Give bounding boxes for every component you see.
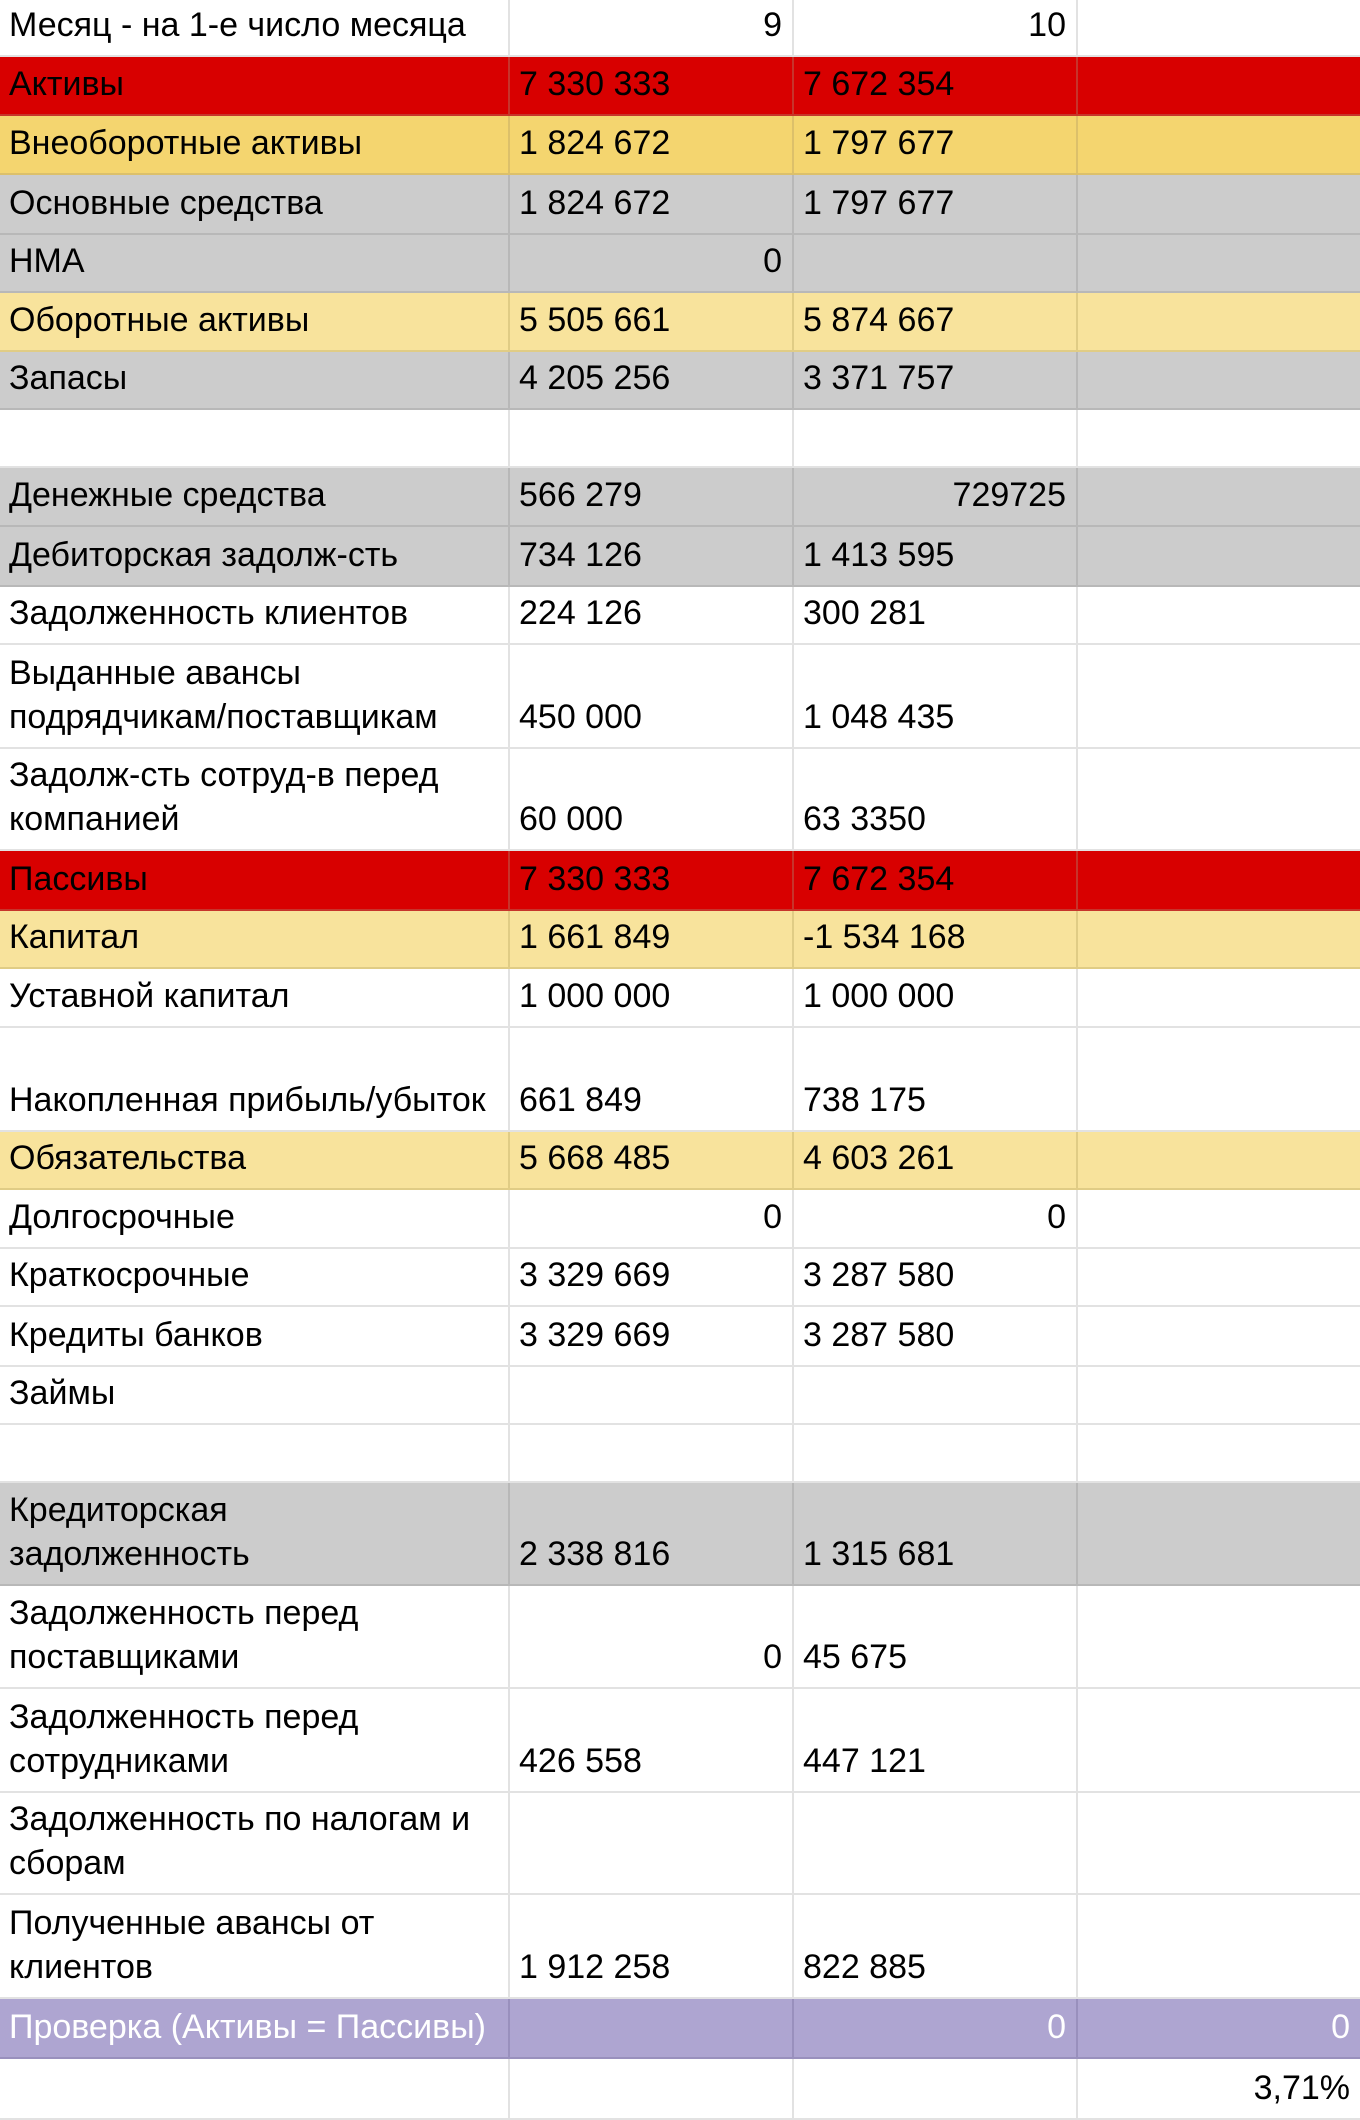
row-cash bbox=[0, 468, 1360, 527]
label-cell[interactable]: Задолженность клиентов bbox=[0, 587, 510, 645]
row-non-current-assets bbox=[0, 116, 1360, 175]
value-cell-extra[interactable] bbox=[1078, 1793, 1360, 1895]
value-cell-extra[interactable] bbox=[1078, 1028, 1360, 1132]
value-cell-month-10[interactable]: 1 315 681 bbox=[794, 1483, 1078, 1586]
label-cell[interactable]: Пассивы bbox=[0, 851, 510, 911]
value-cell-month-9[interactable]: 426 558 bbox=[510, 1689, 794, 1793]
row-advances-received bbox=[0, 1895, 1360, 1999]
label-cell[interactable]: Активы bbox=[0, 57, 510, 116]
value-cell-month-9[interactable]: 0 bbox=[510, 1586, 794, 1689]
value-cell-month-9[interactable]: 0 bbox=[510, 235, 794, 293]
row-tax-debt bbox=[0, 1793, 1360, 1895]
label-cell[interactable]: Задолж-сть сотруд-в перед компанией bbox=[0, 749, 510, 851]
label-cell[interactable]: Денежные средства bbox=[0, 468, 510, 527]
label-cell[interactable] bbox=[0, 1425, 510, 1483]
value-cell-extra[interactable] bbox=[1078, 235, 1360, 293]
row-supplier-debt bbox=[0, 1586, 1360, 1689]
value-cell-month-10[interactable]: 0 bbox=[794, 1999, 1078, 2059]
value-cell-month-10[interactable] bbox=[794, 2059, 1078, 2120]
value-cell-month-10[interactable]: 447 121 bbox=[794, 1689, 1078, 1793]
row-inventory bbox=[0, 352, 1360, 410]
value-cell-month-10[interactable]: 1 797 677 bbox=[794, 175, 1078, 235]
value-cell-extra[interactable] bbox=[1078, 57, 1360, 116]
value-cell-month-10[interactable]: 4 603 261 bbox=[794, 1132, 1078, 1190]
label-cell[interactable]: Обязательства bbox=[0, 1132, 510, 1190]
value-cell-month-10[interactable] bbox=[794, 410, 1078, 468]
value-cell-month-9[interactable] bbox=[510, 1999, 794, 2059]
label-cell[interactable]: Долгосрочные bbox=[0, 1190, 510, 1249]
value-cell-extra[interactable] bbox=[1078, 527, 1360, 587]
value-cell-month-9[interactable]: 2 338 816 bbox=[510, 1483, 794, 1586]
row-percentage bbox=[0, 2059, 1360, 2120]
value-cell-month-10[interactable]: 1 048 435 bbox=[794, 645, 1078, 749]
row-liabilities-total bbox=[0, 851, 1360, 911]
value-cell-month-9[interactable]: 0 bbox=[510, 1190, 794, 1249]
value-cell-extra[interactable] bbox=[1078, 1586, 1360, 1689]
label-cell[interactable] bbox=[0, 410, 510, 468]
value-cell-month-10[interactable]: 3 287 580 bbox=[794, 1307, 1078, 1367]
label-cell[interactable]: Дебиторская задолж-сть bbox=[0, 527, 510, 587]
value-cell-month-9[interactable]: 5 505 661 bbox=[510, 293, 794, 352]
value-cell-extra[interactable] bbox=[1078, 116, 1360, 175]
value-cell-extra[interactable] bbox=[1078, 749, 1360, 851]
label-cell[interactable]: Займы bbox=[0, 1367, 510, 1425]
label-cell[interactable]: Запасы bbox=[0, 352, 510, 410]
value-cell-month-10[interactable]: 45 675 bbox=[794, 1586, 1078, 1689]
value-cell-extra[interactable] bbox=[1078, 1132, 1360, 1190]
value-cell-extra[interactable] bbox=[1078, 1483, 1360, 1586]
value-cell-month-9[interactable]: 661 849 bbox=[510, 1028, 794, 1132]
value-cell-month-9[interactable]: 1 824 672 bbox=[510, 175, 794, 235]
value-cell-month-10[interactable]: 63 3350 bbox=[794, 749, 1078, 851]
value-cell-extra[interactable] bbox=[1078, 1425, 1360, 1483]
value-cell-month-10[interactable]: 3 371 757 bbox=[794, 352, 1078, 410]
value-cell-month-9[interactable]: 450 000 bbox=[510, 645, 794, 749]
value-cell-month-9[interactable]: 3 329 669 bbox=[510, 1249, 794, 1307]
row-bank-loans bbox=[0, 1307, 1360, 1367]
label-cell[interactable]: Кредиторская задолженность bbox=[0, 1483, 510, 1586]
value-cell-month-10[interactable] bbox=[794, 1367, 1078, 1425]
value-cell-month-10[interactable]: 5 874 667 bbox=[794, 293, 1078, 352]
label-cell[interactable]: НМА bbox=[0, 235, 510, 293]
value-cell-month-10[interactable] bbox=[794, 1793, 1078, 1895]
value-cell-month-9[interactable] bbox=[510, 1367, 794, 1425]
label-cell[interactable]: Выданные авансы подрядчикам/поставщикам bbox=[0, 645, 510, 749]
row-short-term bbox=[0, 1249, 1360, 1307]
row-client-debt bbox=[0, 587, 1360, 645]
value-cell-month-10[interactable]: 822 885 bbox=[794, 1895, 1078, 1999]
value-cell-month-10[interactable]: 738 175 bbox=[794, 1028, 1078, 1132]
value-cell-month-10[interactable]: 300 281 bbox=[794, 587, 1078, 645]
label-cell[interactable]: Кредиты банков bbox=[0, 1307, 510, 1367]
header-label-cell[interactable] bbox=[0, 0, 510, 57]
value-cell-month-9[interactable]: 3 329 669 bbox=[510, 1307, 794, 1367]
row-equity bbox=[0, 911, 1360, 969]
value-cell-month-10[interactable]: 729725 bbox=[794, 468, 1078, 527]
value-cell-month-10[interactable]: 0 bbox=[794, 1190, 1078, 1249]
value-cell-month-10[interactable] bbox=[794, 235, 1078, 293]
value-cell-month-9[interactable]: 566 279 bbox=[510, 468, 794, 527]
value-cell-extra[interactable] bbox=[1078, 1307, 1360, 1367]
row-share-capital bbox=[0, 969, 1360, 1028]
value-cell-month-9[interactable]: 4 205 256 bbox=[510, 352, 794, 410]
value-cell-extra[interactable] bbox=[1078, 1689, 1360, 1793]
value-cell-month-9[interactable]: 7 330 333 bbox=[510, 57, 794, 116]
row-empty bbox=[0, 1425, 1360, 1483]
month-label: 10 bbox=[1028, 6, 1066, 44]
row-balance-check bbox=[0, 1999, 1360, 2059]
value-cell-extra[interactable] bbox=[1078, 175, 1360, 235]
header-month-9-cell[interactable] bbox=[510, 0, 794, 57]
value-cell-month-10[interactable] bbox=[794, 1425, 1078, 1483]
label-cell[interactable]: Задолженность перед поставщиками bbox=[0, 1586, 510, 1689]
value-cell-month-10[interactable]: 1 797 677 bbox=[794, 116, 1078, 175]
label-cell[interactable]: Основные средства bbox=[0, 175, 510, 235]
label-cell[interactable]: Проверка (Активы = Пассивы) bbox=[0, 1999, 510, 2059]
month-label: 9 bbox=[763, 6, 782, 44]
value-cell-extra[interactable] bbox=[1078, 1249, 1360, 1307]
value-cell-month-9[interactable] bbox=[510, 410, 794, 468]
value-cell-month-10[interactable]: 7 672 354 bbox=[794, 57, 1078, 116]
row-obligations bbox=[0, 1132, 1360, 1190]
row-payables bbox=[0, 1483, 1360, 1586]
value-cell-month-9[interactable] bbox=[510, 2059, 794, 2120]
header-row bbox=[0, 0, 1360, 57]
value-cell-extra[interactable] bbox=[1078, 645, 1360, 749]
value-cell-month-9[interactable]: 5 668 485 bbox=[510, 1132, 794, 1190]
row-empty bbox=[0, 410, 1360, 468]
header-month-10-cell[interactable] bbox=[794, 0, 1078, 57]
value-cell-extra[interactable]: 0 bbox=[1078, 1999, 1360, 2059]
row-fixed-assets bbox=[0, 175, 1360, 235]
label-cell[interactable]: Задолженность перед сотрудниками bbox=[0, 1689, 510, 1793]
label-cell[interactable]: Краткосрочные bbox=[0, 1249, 510, 1307]
value-cell-month-9[interactable]: 734 126 bbox=[510, 527, 794, 587]
label-cell[interactable]: Полученные авансы от клиентов bbox=[0, 1895, 510, 1999]
row-long-term bbox=[0, 1190, 1360, 1249]
row-current-assets bbox=[0, 293, 1360, 352]
value-cell-extra[interactable] bbox=[1078, 293, 1360, 352]
value-cell-month-9[interactable]: 1 824 672 bbox=[510, 116, 794, 175]
row-employee-debt bbox=[0, 1689, 1360, 1793]
value-cell-extra[interactable] bbox=[1078, 1895, 1360, 1999]
value-cell-month-9[interactable]: 1 661 849 bbox=[510, 911, 794, 969]
value-cell-month-10[interactable]: 7 672 354 bbox=[794, 851, 1078, 911]
row-intangible-assets bbox=[0, 235, 1360, 293]
value-cell-extra[interactable] bbox=[1078, 851, 1360, 911]
value-cell-month-9[interactable] bbox=[510, 1425, 794, 1483]
value-cell-extra[interactable] bbox=[1078, 1367, 1360, 1425]
value-cell-extra[interactable]: 3,71% bbox=[1078, 2059, 1360, 2120]
row-advances-issued bbox=[0, 645, 1360, 749]
value-cell-month-9[interactable]: 60 000 bbox=[510, 749, 794, 851]
value-cell-extra[interactable] bbox=[1078, 587, 1360, 645]
value-cell-month-10[interactable]: 1 413 595 bbox=[794, 527, 1078, 587]
label-cell[interactable]: Внеоборотные активы bbox=[0, 116, 510, 175]
header-empty-cell[interactable] bbox=[1078, 0, 1360, 57]
value-cell-extra[interactable] bbox=[1078, 1190, 1360, 1249]
row-employee-receivables bbox=[0, 749, 1360, 851]
label-cell[interactable]: Накопленная прибыль/убыток bbox=[0, 1028, 510, 1132]
value-cell-month-9[interactable]: 1 912 258 bbox=[510, 1895, 794, 1999]
value-cell-month-9[interactable]: 1 000 000 bbox=[510, 969, 794, 1028]
value-cell-extra[interactable] bbox=[1078, 410, 1360, 468]
value-cell-month-10[interactable]: 1 000 000 bbox=[794, 969, 1078, 1028]
value-cell-month-9[interactable]: 224 126 bbox=[510, 587, 794, 645]
label-cell[interactable]: Оборотные активы bbox=[0, 293, 510, 352]
value-cell-extra[interactable] bbox=[1078, 468, 1360, 527]
row-assets bbox=[0, 57, 1360, 116]
value-cell-month-9[interactable]: 7 330 333 bbox=[510, 851, 794, 911]
row-loans bbox=[0, 1367, 1360, 1425]
label-cell[interactable]: Задолженность по налогам и сборам bbox=[0, 1793, 510, 1895]
row-receivables bbox=[0, 527, 1360, 587]
value-cell-month-10[interactable]: 3 287 580 bbox=[794, 1249, 1078, 1307]
value-cell-month-10[interactable]: -1 534 168 bbox=[794, 911, 1078, 969]
value-cell-extra[interactable] bbox=[1078, 911, 1360, 969]
header-label: Месяц - на 1-е число месяца bbox=[9, 6, 466, 44]
label-cell[interactable]: Капитал bbox=[0, 911, 510, 969]
row-retained-earnings bbox=[0, 1028, 1360, 1132]
value-cell-month-9[interactable] bbox=[510, 1793, 794, 1895]
value-cell-extra[interactable] bbox=[1078, 969, 1360, 1028]
label-cell[interactable]: Уставной капитал bbox=[0, 969, 510, 1028]
label-cell[interactable] bbox=[0, 2059, 510, 2120]
value-cell-extra[interactable] bbox=[1078, 352, 1360, 410]
